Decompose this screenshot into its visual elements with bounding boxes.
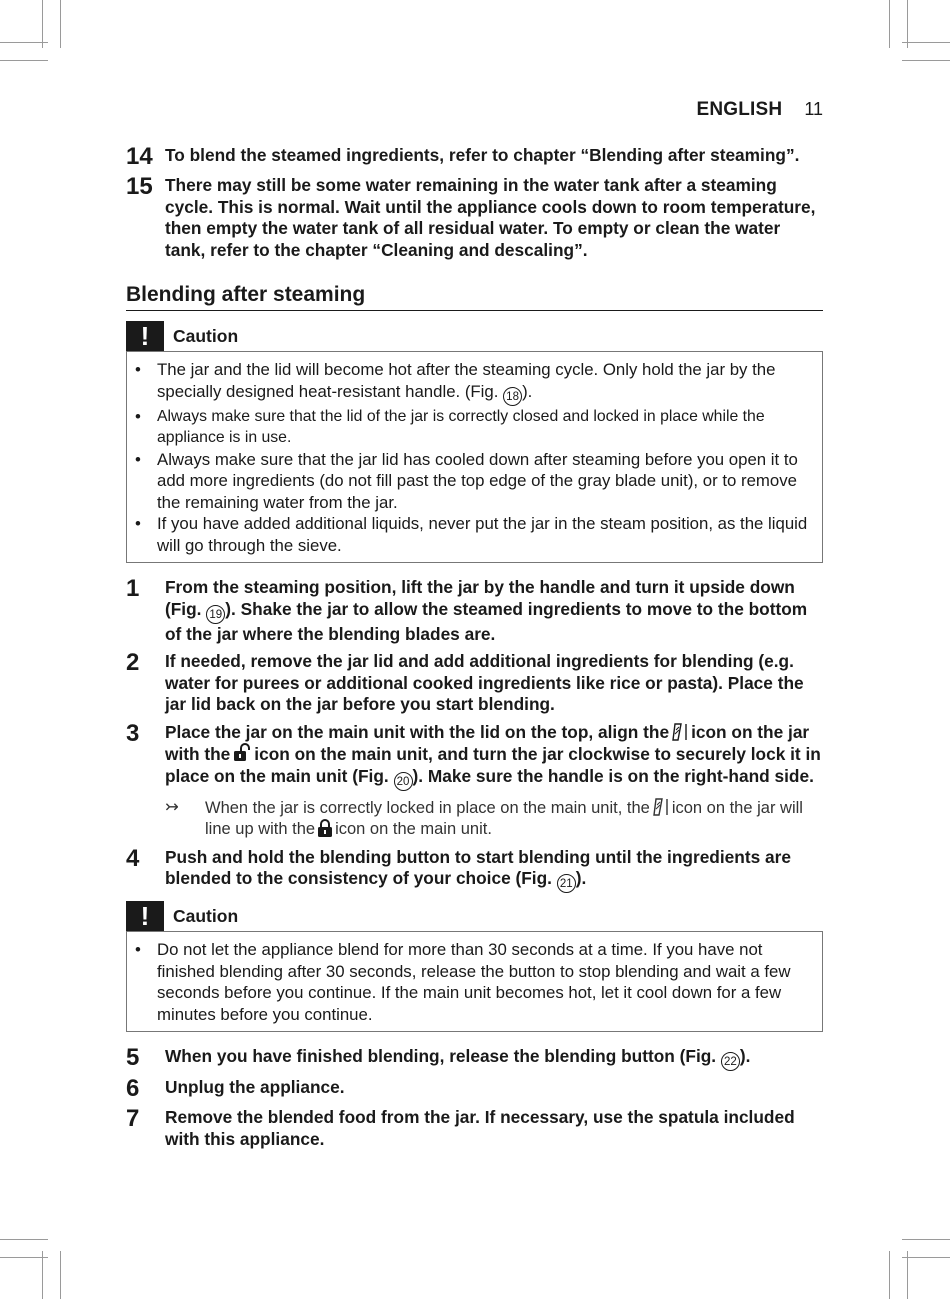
- bullet: •: [135, 449, 141, 469]
- step-text: Unplug the appliance.: [165, 1077, 345, 1097]
- page-number: 11: [804, 99, 823, 119]
- step-text: There may still be some water remaining in the water tank after a steaming cycle. This is normal. Wait until the appliance cools down to room temperature, then empty the water tank of all residual water. To empty or clean the water tank, refer to the chapter “Cleaning and descaling”.: [165, 175, 816, 260]
- step-text: From the steaming position, lift the jar by the handle and turn it upside down (Fig.: [165, 577, 795, 619]
- result-text: icon on the jar will line up with the: [205, 798, 803, 838]
- crop-mark: [0, 42, 48, 43]
- step-number: 6: [126, 1075, 140, 1102]
- exclamation-icon: !: [126, 901, 164, 931]
- crop-mark: [889, 0, 890, 48]
- figure-reference: 19: [206, 605, 225, 624]
- step-text-end: ).: [575, 868, 587, 888]
- step-number: 15: [126, 173, 153, 200]
- step-3-result: [165, 797, 823, 841]
- crop-mark: [0, 60, 48, 61]
- caution-box: [126, 351, 823, 563]
- step-number: 1: [126, 575, 140, 602]
- step-number: 5: [126, 1044, 140, 1071]
- crop-mark: [60, 1251, 61, 1299]
- section-title: Blending after steaming: [126, 283, 823, 311]
- crop-mark: [902, 60, 950, 61]
- step-15: [126, 175, 823, 261]
- step-14: [126, 145, 823, 169]
- step-text-end: ). Shake the jar to allow the steamed ingredients to move to the bottom of the jar where the blending blades are.: [165, 598, 808, 644]
- step-text: Push and hold the blending button to start blending until the ingredients are blended to the consistency of your choice (Fig.: [165, 846, 791, 888]
- page-header: [696, 99, 823, 121]
- crop-mark: [42, 0, 43, 48]
- step-text: Place the jar on the main unit with the lid on the top, align the: [165, 721, 670, 742]
- step-4: [126, 844, 823, 894]
- caution-text: The jar and the lid will become hot after the steaming cycle. Only hold the jar by the specially designed heat-resistant handle. (Fig.: [157, 360, 776, 401]
- step-number: 7: [126, 1105, 140, 1132]
- caution-box: [126, 931, 823, 1032]
- caution-text: Always make sure that the lid of the jar is correctly closed and locked in place while the appliance is in use.: [157, 407, 765, 446]
- caution-item: [135, 513, 814, 556]
- step-text: To blend the steamed ingredients, refer to chapter “Blending after steaming”.: [165, 145, 800, 165]
- caution-text: If you have added additional liquids, never put the jar in the steam position, as the liquid will go through the sieve.: [157, 514, 808, 555]
- caution-text: Do not let the appliance blend for more than 30 seconds at a time. If you have not finished blending after 30 seconds, release the button to stop blending and wait a few seconds before you continue. If the main unit becomes hot, let it cool down for a few minutes before you continue.: [157, 940, 791, 1024]
- step-text: icon on the main unit, and turn the jar clockwise to securely lock it in place on the main unit (Fig.: [165, 744, 821, 786]
- unlock-icon: [232, 743, 252, 763]
- step-2: [126, 651, 823, 716]
- figure-reference: 20: [394, 772, 413, 791]
- crop-mark: [907, 0, 908, 48]
- result-text: When the jar is correctly locked in place on the main unit, the: [205, 798, 650, 817]
- language-label: ENGLISH: [696, 99, 783, 120]
- page-content: [126, 145, 823, 1156]
- step-text-end: ).: [739, 1046, 751, 1066]
- crop-mark: [42, 1251, 43, 1299]
- step-number: 14: [126, 143, 153, 170]
- figure-reference: 18: [503, 387, 522, 406]
- caution-text-end: ).: [522, 381, 533, 401]
- step-number: 2: [126, 649, 140, 676]
- crop-mark: [889, 1251, 890, 1299]
- step-text-end: ). Make sure the handle is on the right-hand side.: [412, 765, 814, 786]
- caution-header: [126, 901, 823, 931]
- bullet: •: [135, 940, 141, 959]
- exclamation-icon: !: [126, 321, 164, 351]
- step-1: [126, 577, 823, 645]
- crop-mark: [60, 0, 61, 48]
- step-7: [126, 1107, 823, 1150]
- caution-item: [135, 406, 814, 449]
- caution-header: [126, 321, 823, 351]
- bullet: •: [135, 406, 141, 426]
- caution-label: Caution: [173, 905, 239, 926]
- step-5: [126, 1046, 823, 1071]
- bullet: •: [135, 360, 141, 379]
- lock-icon: [317, 819, 333, 837]
- result-text: icon on the main unit.: [335, 820, 492, 838]
- step-6: [126, 1077, 823, 1101]
- crop-mark: [902, 1239, 950, 1240]
- caution-item: [135, 939, 814, 1025]
- caution-item: [135, 359, 814, 406]
- step-text: If needed, remove the jar lid and add additional ingredients for blending (e.g. water for purees or additional cooked ingredients like rice or pasta). Place the jar lid back on the jar before you start blending.: [165, 651, 804, 714]
- jar-align-icon: [652, 797, 670, 817]
- step-text: When you have finished blending, release the blending button (Fig.: [165, 1046, 721, 1066]
- figure-reference: 21: [557, 874, 576, 893]
- step-text: icon on the jar with the: [165, 721, 810, 764]
- bullet: •: [135, 514, 141, 533]
- step-number: 4: [126, 844, 140, 872]
- crop-mark: [902, 42, 950, 43]
- crop-mark: [907, 1251, 908, 1299]
- result-arrow-icon: ↣: [165, 797, 179, 816]
- crop-mark: [0, 1257, 48, 1258]
- jar-align-icon: [671, 722, 689, 742]
- caution-text: Always make sure that the jar lid has cooled down after steaming before you open it to add more ingredients (do not fill past the top edge of the gray blade unit), or to remove the remaining water from the jar.: [157, 449, 798, 512]
- crop-mark: [902, 1257, 950, 1258]
- crop-mark: [0, 1239, 48, 1240]
- step-3: [126, 719, 823, 791]
- figure-reference: 22: [721, 1052, 740, 1071]
- caution-item: [135, 449, 814, 514]
- step-text: Remove the blended food from the jar. If necessary, use the spatula included with this appliance.: [165, 1107, 795, 1149]
- step-number: 3: [126, 719, 140, 747]
- caution-label: Caution: [173, 325, 239, 346]
